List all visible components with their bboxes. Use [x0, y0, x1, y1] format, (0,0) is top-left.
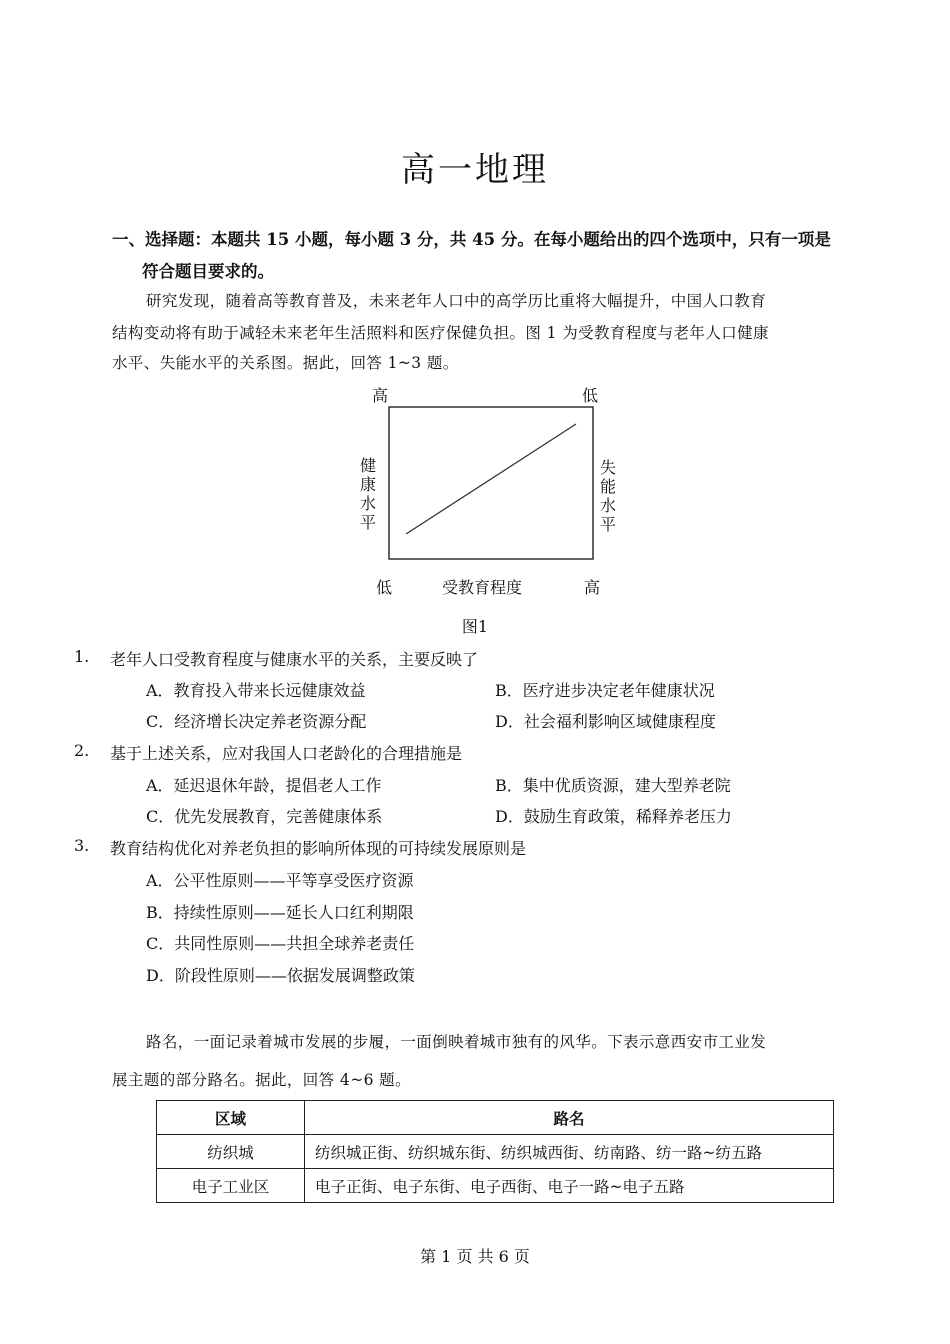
figure1-top-left-label: 高	[372, 386, 389, 405]
option-a: A．延迟退休年龄，提倡老人工作	[146, 776, 382, 795]
figure1-top-right-label: 低	[582, 386, 599, 405]
question-number: 1.	[74, 647, 90, 666]
option-c: C．优先发展教育，完善健康体系	[146, 807, 383, 826]
figure1-x-axis-label: 受教育程度	[442, 578, 523, 597]
table-row	[157, 1169, 834, 1203]
figure1-bottom-left-label: 低	[376, 578, 393, 597]
option-b: B．医疗进步决定老年健康状况	[495, 681, 715, 700]
question-text: 教育结构优化对养老负担的影响所体现的可持续发展原则是	[110, 839, 527, 858]
figure1-left-axis-label: 健 康 水 平	[359, 456, 376, 532]
table-row	[157, 1135, 834, 1169]
table-header-region: 区域	[157, 1101, 305, 1135]
table-cell-road-names: 纺织城正街、纺织城东街、纺织城西街、纺南路、纺一路~纺五路	[305, 1135, 834, 1169]
figure1-plot	[388, 406, 594, 560]
question-number: 2.	[74, 741, 90, 760]
passage1-line2: 结构变动将有助于减轻未来老年生活照料和医疗保健负担。图 1 为受教育程度与老年人口健康	[112, 324, 769, 342]
passage2-line2: 展主题的部分路名。据此，回答 4~6 题。	[112, 1071, 411, 1089]
section-header-line2: 符合题目要求的。	[142, 262, 274, 281]
figure1-trend-line	[406, 424, 576, 534]
figure1-right-axis-label: 失 能 水 平	[599, 458, 616, 534]
option-c: C．共同性原则——共担全球养老责任	[146, 934, 415, 953]
option-d: D．鼓励生育政策，稀释养老压力	[495, 807, 732, 826]
question-text: 基于上述关系，应对我国人口老龄化的合理措施是	[110, 744, 463, 763]
table-cell-region: 电子工业区	[157, 1169, 305, 1203]
passage2-line1: 路名，一面记录着城市发展的步履，一面倒映着城市独有的风华。下表示意西安市工业发	[146, 1033, 767, 1051]
table-header-row	[157, 1101, 834, 1135]
question-text: 老年人口受教育程度与健康水平的关系，主要反映了	[110, 650, 479, 669]
page-footer: 第 1 页 共 6 页	[420, 1247, 530, 1266]
figure1-bottom-right-label: 高	[584, 578, 601, 597]
option-a: A．公平性原则——平等享受医疗资源	[146, 871, 414, 890]
table-header-road-names: 路名	[305, 1101, 834, 1135]
question-number: 3.	[74, 836, 90, 855]
figure1-frame	[389, 407, 593, 559]
page-title: 高一地理	[401, 150, 549, 190]
table-cell-road-names: 电子正街、电子东街、电子西街、电子一路~电子五路	[305, 1169, 834, 1203]
option-b: B．持续性原则——延长人口红利期限	[146, 903, 414, 922]
option-d: D．阶段性原则——依据发展调整政策	[146, 966, 415, 985]
passage1-line3: 水平、失能水平的关系图。据此，回答 1~3 题。	[112, 354, 459, 372]
option-c: C．经济增长决定养老资源分配	[146, 712, 367, 731]
figure1-caption: 图1	[461, 617, 489, 636]
figure1	[350, 378, 640, 603]
option-d: D．社会福利影响区域健康程度	[495, 712, 716, 731]
option-b: B．集中优质资源，建大型养老院	[495, 776, 731, 795]
option-a: A．教育投入带来长远健康效益	[146, 681, 366, 700]
road-name-table	[156, 1100, 834, 1203]
passage1-line1: 研究发现，随着高等教育普及，未来老年人口中的高学历比重将大幅提升，中国人口教育	[146, 292, 767, 310]
table-cell-region: 纺织城	[157, 1135, 305, 1169]
section-header-line1: 一、选择题：本题共 15 小题，每小题 3 分，共 45 分。在每小题给出的四个选项中，只有一项是	[112, 230, 831, 249]
